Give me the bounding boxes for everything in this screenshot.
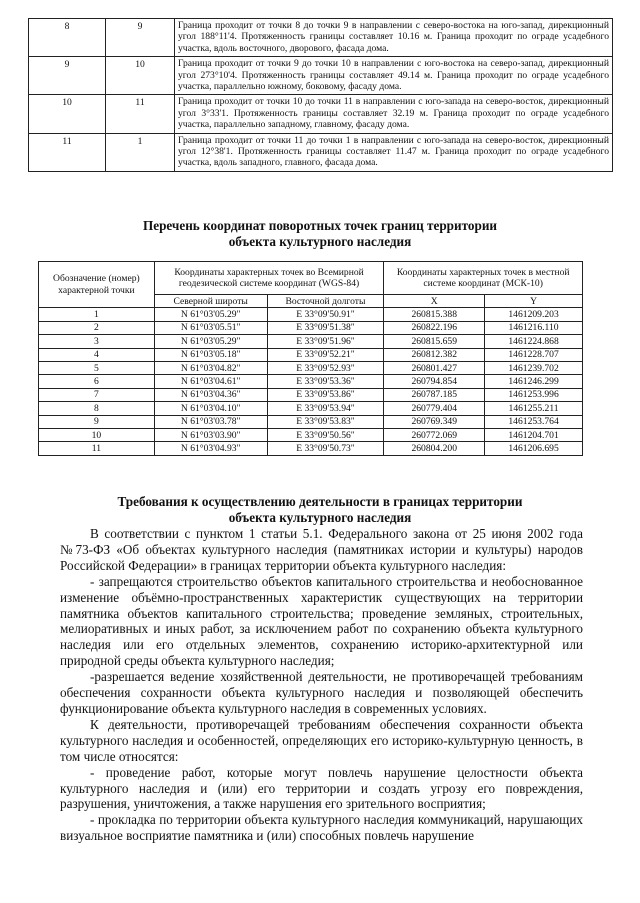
point-number: 5 bbox=[39, 361, 155, 374]
coordinates-heading-line-2: объекта культурного наследия bbox=[228, 234, 412, 249]
point-number: 11 bbox=[39, 442, 155, 455]
x-cell: 260822.196 bbox=[384, 321, 485, 334]
x-cell: 260794.854 bbox=[384, 375, 485, 388]
coordinate-row bbox=[39, 442, 583, 455]
boundary-from-point: 8 bbox=[29, 19, 106, 57]
paragraph-communications: - прокладка по территории объекта культурного наследия коммуникаций, нарушающих визуальное восприятие памятника и (или) способных повлечь нарушение bbox=[60, 812, 583, 844]
boundary-row bbox=[29, 133, 613, 171]
longitude-cell: E 33°09'53.86" bbox=[267, 388, 384, 401]
latitude-cell: N 61°03'04.36" bbox=[154, 388, 267, 401]
point-number: 2 bbox=[39, 321, 155, 334]
header-x: X bbox=[384, 295, 485, 308]
longitude-cell: E 33°09'50.73" bbox=[267, 442, 384, 455]
requirements-heading-line-1: Требования к осуществлению деятельности в границах территории bbox=[117, 494, 523, 509]
paragraph-permitted: -разрешается ведение хозяйственной деятельности, не противоречащей требованиям обеспечения сохранности объекта культурного наследия и позволяющей обеспечить функционирование объекта культурного наследия в современных условиях. bbox=[60, 669, 583, 716]
coordinate-row bbox=[39, 361, 583, 374]
boundary-description: Граница проходит от точки 11 до точки 1 в направлении с юго-запада на северо-восток, дирекционный угол 12°38'1. Протяженность границы составляет 11.47 м. Граница проходит по ограде усадебного участка, вдоль западного, главного, фасада дома. bbox=[175, 133, 613, 171]
paragraph-contrary-activities: К деятельности, противоречащей требованиям обеспечения сохранности объекта культурного наследия и особенностей, определяющих его историко-культурную ценность, в том числе относятся: bbox=[60, 716, 583, 764]
boundary-to-point: 1 bbox=[106, 133, 175, 171]
latitude-cell: N 61°03'03.78" bbox=[154, 415, 267, 428]
header-longitude: Восточной долготы bbox=[267, 295, 384, 308]
latitude-cell: N 61°03'05.29" bbox=[154, 335, 267, 348]
y-cell: 1461216.110 bbox=[485, 321, 583, 334]
point-number: 9 bbox=[39, 415, 155, 428]
y-cell: 1461255.211 bbox=[485, 402, 583, 415]
longitude-cell: E 33°09'50.56" bbox=[267, 428, 384, 441]
y-cell: 1461206.695 bbox=[485, 442, 583, 455]
x-cell: 260787.185 bbox=[384, 388, 485, 401]
y-cell: 1461246.299 bbox=[485, 375, 583, 388]
x-cell: 260804.200 bbox=[384, 442, 485, 455]
header-point-number: Обозначение (номер) характерной точки bbox=[39, 262, 155, 308]
latitude-cell: N 61°03'03.90" bbox=[154, 428, 267, 441]
boundary-from-point: 10 bbox=[29, 95, 106, 133]
y-cell: 1461228.707 bbox=[485, 348, 583, 361]
paragraph-works: - проведение работ, которые могут повлечь нарушение целостности объекта культурного наследия и (или) его территории и создать угрозу его повреждения, разрушения, уничтожения, а также нарушения его зрительного восприятия; bbox=[60, 764, 583, 812]
longitude-cell: E 33°09'51.96" bbox=[267, 335, 384, 348]
boundary-from-point: 9 bbox=[29, 57, 106, 95]
coordinates-heading-line-1: Перечень координат поворотных точек границ территории bbox=[142, 218, 498, 233]
coordinate-row bbox=[39, 335, 583, 348]
boundary-row bbox=[29, 95, 613, 133]
latitude-cell: N 61°03'04.10" bbox=[154, 402, 267, 415]
boundary-to-point: 10 bbox=[106, 57, 175, 95]
point-number: 7 bbox=[39, 388, 155, 401]
coordinates-heading bbox=[0, 218, 640, 250]
header-msk10: Координаты характерных точек в местной системе координат (МСК-10) bbox=[384, 262, 583, 295]
boundary-to-point: 9 bbox=[106, 19, 175, 57]
coordinate-row bbox=[39, 348, 583, 361]
requirements-heading bbox=[0, 494, 640, 526]
latitude-cell: N 61°03'04.82" bbox=[154, 361, 267, 374]
x-cell: 260812.382 bbox=[384, 348, 485, 361]
point-number: 6 bbox=[39, 375, 155, 388]
coordinate-row bbox=[39, 321, 583, 334]
x-cell: 260815.388 bbox=[384, 308, 485, 321]
boundary-description: Граница проходит от точки 10 до точки 11 в направлении с юго-запада на северо-восток, дирекционный угол 3°33'1. Протяженность границы составляет 32.19 м. Граница проходит по ограде усадебного участка, параллельно западному, главному, фасаду дома. bbox=[175, 95, 613, 133]
header-y: Y bbox=[485, 295, 583, 308]
x-cell: 260779.404 bbox=[384, 402, 485, 415]
coordinate-row bbox=[39, 428, 583, 441]
y-cell: 1461253.764 bbox=[485, 415, 583, 428]
x-cell: 260801.427 bbox=[384, 361, 485, 374]
requirements-body bbox=[60, 526, 583, 844]
boundary-to-point: 11 bbox=[106, 95, 175, 133]
longitude-cell: E 33°09'52.21" bbox=[267, 348, 384, 361]
header-wgs84: Координаты характерных точек во Всемирной геодезической системе координат (WGS-84) bbox=[154, 262, 384, 295]
latitude-cell: N 61°03'05.29" bbox=[154, 308, 267, 321]
coordinate-row bbox=[39, 415, 583, 428]
x-cell: 260769.349 bbox=[384, 415, 485, 428]
boundary-row bbox=[29, 19, 613, 57]
longitude-cell: E 33°09'52.93" bbox=[267, 361, 384, 374]
x-cell: 260772.069 bbox=[384, 428, 485, 441]
boundary-description: Граница проходит от точки 9 до точки 10 в направлении с юго-востока на северо-запад, дирекционный угол 273°10'4. Протяженность границы составляет 49.14 м. Граница проходит по ограде усадебного участка, параллельно южному, боковому, фасаду дома. bbox=[175, 57, 613, 95]
coordinate-row bbox=[39, 402, 583, 415]
requirements-heading-line-2: объекта культурного наследия bbox=[228, 510, 412, 525]
paragraph-prohibited: - запрещаются строительство объектов капитального строительства и необоснованное изменение объёмно-пространственных характеристик существующих на территории памятника объектов капитального строительства; проведение земляных, строительных, мелиоративных и иных работ, за исключением работ по сохранению объекта культурного наследия или его отдельных элементов, сохранению историко-архитектурной или природной среды объекта культурного наследия; bbox=[60, 573, 583, 669]
boundary-description-table bbox=[28, 18, 613, 172]
point-number: 3 bbox=[39, 335, 155, 348]
longitude-cell: E 33°09'50.91" bbox=[267, 308, 384, 321]
header-latitude: Северной широты bbox=[154, 295, 267, 308]
coordinate-row bbox=[39, 375, 583, 388]
latitude-cell: N 61°03'04.93" bbox=[154, 442, 267, 455]
y-cell: 1461239.702 bbox=[485, 361, 583, 374]
paragraph-intro: В соответствии с пунктом 1 статьи 5.1. Федерального закона от 25 июня 2002 года №73-ФЗ «Об объектах культурного наследия (памятниках истории и культуры) народов Российской Федерации» в границах территории объекта культурного наследия: bbox=[60, 526, 583, 573]
longitude-cell: E 33°09'53.83" bbox=[267, 415, 384, 428]
x-cell: 260815.659 bbox=[384, 335, 485, 348]
boundary-from-point: 11 bbox=[29, 133, 106, 171]
y-cell: 1461224.868 bbox=[485, 335, 583, 348]
longitude-cell: E 33°09'53.36" bbox=[267, 375, 384, 388]
longitude-cell: E 33°09'51.38" bbox=[267, 321, 384, 334]
point-number: 8 bbox=[39, 402, 155, 415]
y-cell: 1461204.701 bbox=[485, 428, 583, 441]
longitude-cell: E 33°09'53.94" bbox=[267, 402, 384, 415]
y-cell: 1461209.203 bbox=[485, 308, 583, 321]
coordinate-row bbox=[39, 388, 583, 401]
point-number: 1 bbox=[39, 308, 155, 321]
coordinate-row bbox=[39, 308, 583, 321]
y-cell: 1461253.996 bbox=[485, 388, 583, 401]
coordinates-table bbox=[38, 261, 583, 456]
point-number: 10 bbox=[39, 428, 155, 441]
point-number: 4 bbox=[39, 348, 155, 361]
latitude-cell: N 61°03'05.18" bbox=[154, 348, 267, 361]
boundary-description: Граница проходит от точки 8 до точки 9 в направлении с северо-востока на юго-запад, дирекционный угол 188°11'4. Протяженность границы составляет 10.16 м. Граница проходит по ограде усадебного участка, вдоль восточного, дворового, фасада дома. bbox=[175, 19, 613, 57]
latitude-cell: N 61°03'04.61" bbox=[154, 375, 267, 388]
boundary-row bbox=[29, 57, 613, 95]
latitude-cell: N 61°03'05.51" bbox=[154, 321, 267, 334]
